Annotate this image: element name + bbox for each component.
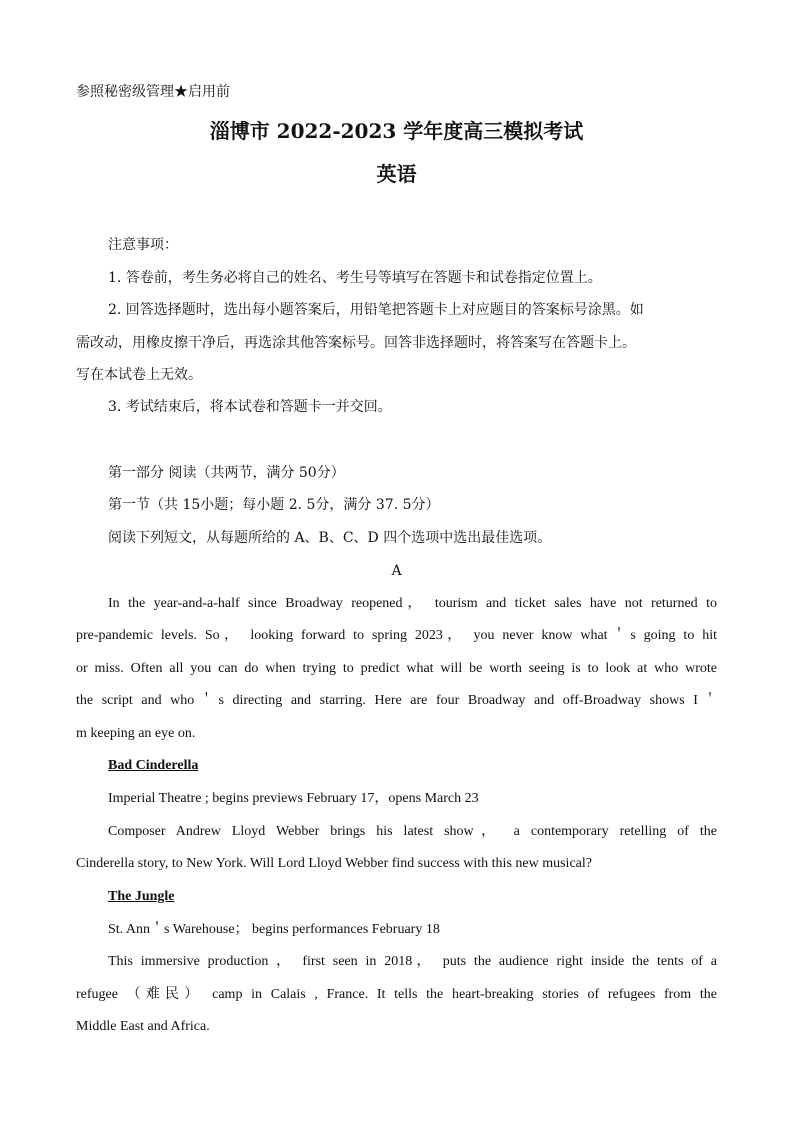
show-desc-the-jungle-line-3: Middle East and Africa. (76, 1019, 210, 1034)
confidentiality-note: 参照秘密级管理★启用前 (76, 84, 230, 100)
section-heading: 第一节（共 15小题；每小题 2. 5分，满分 37. 5分） (108, 497, 440, 513)
section-instruction: 阅读下列短文，从每题所给的 A、B、C、D 四个选项中选出最佳选项。 (108, 530, 552, 546)
show-desc-bad-cinderella-line-2: Cinderella story, to New York. Will Lord Lloyd Webber find success with this new musical? (76, 856, 592, 871)
passage-line-4: the script and who＇s directing and starring. Here are four Broadway and off-Broadway shows I＇ (76, 693, 717, 708)
passage-label: A (391, 563, 402, 579)
subject-title: 英语 (376, 162, 417, 186)
show-venue-bad-cinderella: Imperial Theatre ; begins previews February 17，opens March 23 (108, 791, 479, 806)
notice-item-2-line-3: 写在本试卷上无效。 (76, 367, 202, 383)
show-title-the-jungle: The Jungle (108, 889, 175, 904)
part-heading: 第一部分 阅读（共两节，满分 50分） (108, 465, 345, 481)
notice-item-3: 3. 考试结束后，将本试卷和答题卡一并交回。 (108, 399, 392, 415)
notice-item-2-line-2: 需改动，用橡皮擦干净后，再选涂其他答案标号。回答非选择题时，将答案写在答题卡上。 (76, 335, 636, 351)
show-desc-the-jungle-line-1: This immersive production ， first seen in 2018， puts the audience right inside the tents of a (108, 954, 717, 969)
notice-item-2-line-1: 2. 回答选择题时，选出每小题答案后，用铅笔把答题卡上对应题目的答案标号涂黑。如 (108, 302, 644, 318)
show-venue-the-jungle: St. Ann＇s Warehouse； begins performances February 18 (108, 922, 440, 937)
passage-line-2: pre-pandemic levels. So， looking forward to spring 2023， you never know what＇s going to hit (76, 628, 717, 643)
exam-title: 淄博市 2022-2023 学年度高三模拟考试 (209, 119, 584, 143)
notice-heading: 注意事项： (108, 237, 178, 253)
notice-item-1: 1. 答卷前，考生务必将自己的姓名、考生号等填写在答题卡和试卷指定位置上。 (108, 270, 602, 286)
show-desc-the-jungle-line-2: refugee （难民） camp in Calais , France. It tells the heart-breaking stories of refugees from the (76, 987, 717, 1002)
passage-line-3: or miss. Often all you can do when trying to predict what will be worth seeing is to look at who wrote (76, 661, 717, 676)
show-title-bad-cinderella: Bad Cinderella (108, 758, 199, 773)
show-desc-bad-cinderella-line-1: Composer Andrew Lloyd Webber brings his latest show， a contemporary retelling of the (108, 824, 717, 839)
passage-line-5: m keeping an eye on. (76, 726, 196, 741)
passage-line-1: In the year-and-a-half since Broadway reopened， tourism and ticket sales have not returned to (108, 596, 717, 611)
